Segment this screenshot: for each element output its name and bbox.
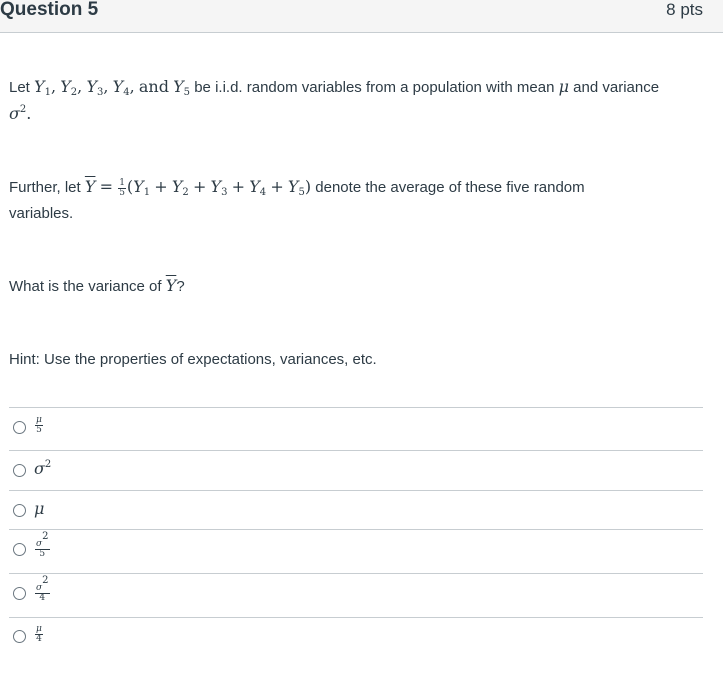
answer-option[interactable]	[9, 617, 703, 662]
answer-label[interactable]: $\frac{\sigma^2}{4}$	[36, 575, 49, 603]
answer-option[interactable]	[9, 407, 703, 450]
question-hint: Hint: Use the properties of expectations, variances, etc.	[9, 351, 377, 368]
answer-option[interactable]	[9, 529, 703, 573]
fraction-one-fifth: $\frac{1}{5}$	[119, 177, 125, 198]
question-points: 8 pts	[666, 0, 703, 19]
answer-option[interactable]	[9, 490, 703, 529]
answer-radio[interactable]	[13, 630, 26, 643]
question-text-average: Further, let $\overline{Y}$ = $\frac{1}{5}$ $(Y_1 + Y_2 + Y_3 + Y_4 + Y_5)$ denote the average of these five random	[9, 177, 585, 198]
question-text-line-2: $\sigma^2$.	[9, 104, 32, 123]
answer-radio[interactable]	[13, 421, 26, 434]
answer-option[interactable]	[9, 450, 703, 490]
answer-label[interactable]: $\frac{\sigma^2}{5}$	[36, 531, 49, 559]
question-header	[0, 0, 723, 33]
answer-option[interactable]	[9, 573, 703, 617]
answer-radio[interactable]	[13, 504, 26, 517]
answer-radio[interactable]	[13, 543, 26, 556]
question-text-line-1: Let $Y_1$, $Y_2$, $Y_3$, $Y_4$, and $Y_5$ be i.i.d. random variables from a population with mean μ and variance	[9, 77, 660, 98]
answer-label[interactable]: μ	[34, 499, 45, 518]
answer-radio[interactable]	[13, 464, 26, 477]
answer-label[interactable]: $\frac{\mu}{4}$	[36, 624, 42, 644]
answer-label[interactable]: $\frac{\mu}{5}$	[36, 415, 42, 435]
question-title: Question 5	[0, 0, 99, 20]
answer-list	[9, 407, 703, 662]
question-prompt: What is the variance of $\overline{Y}$?	[9, 276, 185, 295]
question-text-average-line-2: variables.	[9, 205, 74, 222]
answer-radio[interactable]	[13, 587, 26, 600]
answer-label[interactable]: $\sigma^2$	[34, 459, 52, 478]
